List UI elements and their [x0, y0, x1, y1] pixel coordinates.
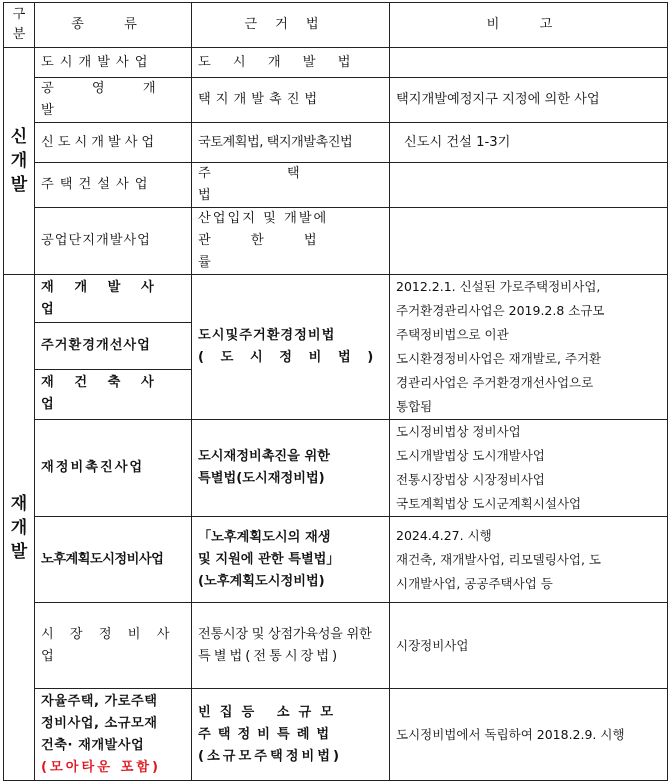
- header-type: 종 류: [35, 3, 192, 48]
- table-row: [4, 123, 668, 163]
- type-cell: 노후계획도시정비사업: [35, 517, 192, 603]
- law-cell: [192, 420, 390, 517]
- note-line: 도시개발법상 도시개발사업: [396, 448, 545, 463]
- type-line: 정비사업, 소규모재: [41, 715, 158, 731]
- note-line: 국토계획법상 도시군계획시설사업: [396, 496, 582, 511]
- law-cell: 주 택 법: [192, 163, 390, 208]
- type-cell: 주거환경개선사업: [35, 323, 192, 369]
- note-line: 도시정비법상 정비사업: [396, 424, 521, 439]
- category-char: 발: [10, 541, 28, 562]
- law-line: 특별법(도시재정비법): [198, 471, 325, 486]
- law-line: 주택정비특례법: [198, 726, 337, 742]
- law-line: 전통시장 및 상점가육성을 위한: [198, 626, 372, 642]
- category-char: 개: [10, 151, 28, 171]
- law-line: 산업입지 및 개발에: [198, 211, 329, 226]
- law-cell: 도 시 개 발 법: [192, 48, 390, 78]
- category-char: 개: [10, 517, 28, 538]
- header-gubun-line1: 구: [12, 7, 26, 22]
- type-cell: 도시개발사업: [35, 48, 192, 78]
- law-line: 특별법(전통시장법): [198, 648, 341, 664]
- type-cell: 신도시개발사업: [35, 123, 192, 163]
- law-cell: [192, 275, 390, 420]
- law-line: (소규모주택정비법): [198, 748, 342, 764]
- category-char: 신: [10, 127, 28, 147]
- type-cell: 재정비촉진사업: [35, 420, 192, 517]
- header-law: 근거법: [192, 3, 390, 48]
- table-row: [4, 603, 668, 689]
- note-cell: [390, 420, 668, 517]
- table-row: [4, 208, 668, 275]
- note-line: 주거환경관리사업은 2019.2.8 소규모: [396, 303, 605, 318]
- note-line: 도시환경정비사업은 재개발로, 주거환: [396, 351, 602, 366]
- note-cell: [390, 48, 668, 78]
- type-cell: 시 장 정 비 사 업: [35, 603, 192, 689]
- table-row: [4, 48, 668, 78]
- type-cell: 공업단지개발사업: [35, 208, 192, 275]
- law-line: 도시재정비촉진을 위한: [198, 449, 330, 464]
- type-cell: 주택건설사업: [35, 163, 192, 208]
- type-cell: 재 개 발 사 업: [35, 275, 192, 323]
- note-cell: 도시정비법에서 독립하여 2018.2.9. 시행: [390, 689, 668, 781]
- note-line: 재건축, 재개발사업, 리모델링사업, 도: [396, 551, 601, 567]
- law-line: 도시및주거환경정비법: [198, 328, 336, 343]
- law-line: 「노후계획도시의 재생: [198, 529, 331, 545]
- header-row: [4, 3, 668, 48]
- classification-table: [3, 2, 668, 781]
- law-line: 관 한 법 률: [198, 233, 335, 270]
- note-line: 2012.2.1. 신설된 가로주택정비사업,: [396, 279, 601, 294]
- table-row: [4, 420, 668, 517]
- note-line: 주택정비법으로 이관: [396, 327, 509, 342]
- category-char: 재: [10, 493, 28, 514]
- table-row: [4, 78, 668, 123]
- note-line: 통합됨: [396, 399, 433, 414]
- table-row: [4, 163, 668, 208]
- category-redevelopment: [4, 275, 35, 781]
- note-cell: 택지개발예정지구 지정에 의한 사업: [390, 78, 668, 123]
- note-cell: [390, 275, 668, 420]
- law-line: ( 도 시 정 비 법 ): [198, 350, 380, 365]
- type-cell: 공 영 개 발: [35, 78, 192, 123]
- note-cell: 시장정비사업: [390, 603, 668, 689]
- note-cell: [390, 517, 668, 603]
- note-line: 2024.4.27. 시행: [396, 527, 492, 543]
- law-cell: [192, 689, 390, 781]
- law-cell: 국토계획법, 택지개발촉진법: [192, 123, 390, 163]
- law-cell: 택지개발촉진법: [192, 78, 390, 123]
- moa-town-note: (모아타운 포함): [41, 759, 162, 775]
- note-line: 시개발사업, 공공주택사업 등: [396, 575, 553, 591]
- header-gubun-line2: 분: [12, 27, 26, 42]
- note-cell: [390, 208, 668, 275]
- note-line: 전통시장법상 시장정비사업: [396, 472, 545, 487]
- law-line: 빈집등 소규모: [198, 704, 343, 720]
- type-line: 자율주택, 가로주택: [41, 693, 158, 709]
- law-cell: [192, 517, 390, 603]
- law-line: (노후계획도시정비법): [198, 573, 325, 589]
- note-cell: [390, 163, 668, 208]
- table-row: [4, 689, 668, 781]
- table-row: [4, 275, 668, 323]
- law-cell: [192, 208, 390, 275]
- note-line: 경관리사업은 주거환경개선사업으로: [396, 375, 594, 390]
- note-cell: 신도시 건설 1-3기: [390, 123, 668, 163]
- law-cell: [192, 603, 390, 689]
- header-note: 비 고: [390, 3, 668, 48]
- law-line: 및 지원에 관한 특별법」: [198, 551, 340, 567]
- header-gubun: [4, 3, 35, 48]
- type-line: 건축· 재개발사업: [41, 737, 145, 753]
- type-cell: [35, 689, 192, 781]
- type-cell: 재 건 축 사 업: [35, 369, 192, 419]
- table-row: [4, 517, 668, 603]
- category-char: 발: [10, 175, 28, 195]
- category-new-development: [4, 48, 35, 275]
